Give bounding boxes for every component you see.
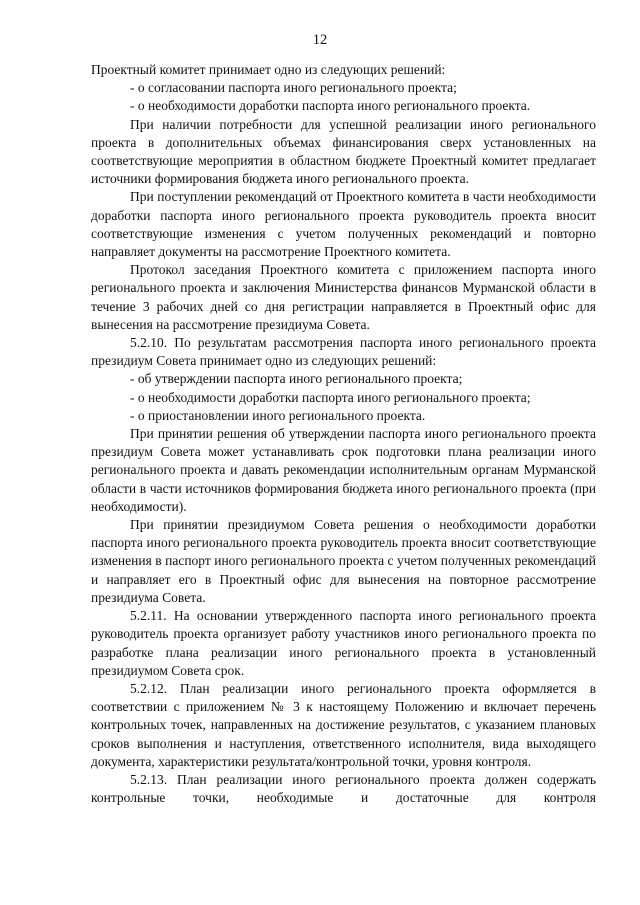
list-item-approval: - о согласовании паспорта иного регионального проекта; (130, 80, 457, 96)
paragraph-5-2-10: 5.2.10. По результатам рассмотрения паспорта иного регионального проекта президиум Совета принимает одно из следующих решений: (91, 335, 596, 369)
list-item-approve-passport: - об утверждении паспорта иного регионального проекта; (130, 371, 463, 387)
paragraph-revision-decision: При принятии президиумом Совета решения о необходимости доработки паспорта иного регионального проекта руководитель проекта вносит соответствующие изменения в паспорт иного регионального проекта с учетом полученных рекомендаций и направляет его в Проектный офис для вынесения на повторное рассмотрение президиума Совета. (91, 517, 596, 605)
page-number: 12 (312, 32, 328, 48)
paragraph-5-2-12: 5.2.12. План реализации иного регионального проекта оформляется в соответствии с приложением № 3 к настоящему Положению и включает перечень контрольных точек, направленных на достижение результатов, с указанием плановых сроков выполнения и наступления, ответственного исполнителя, вида выходящего документа, характеристики результата/контрольной точки, уровня контроля. (91, 680, 596, 769)
paragraph-recommendations: При поступлении рекомендаций от Проектного комитета в части необходимости доработки паспорта иного регионального проекта руководитель проекта вносит соответствующие изменения с учетом полученных рекомендаций и повторно направляет документы на рассмотрение Проектного комитета. (91, 189, 596, 260)
list-item-suspend-project: - о приостановлении иного регионального проекта. (130, 407, 426, 423)
paragraph-approval-decision: При принятии решения об утверждении паспорта иного регионального проекта президиум Совета может устанавливать срок подготовки плана реализации иного регионального проекта и давать рекомендации исполнительным органам Мурманской области в части источников формирования бюджета иного регионального проекта (при необходимости). (91, 426, 596, 514)
paragraph-decision-intro: Проектный комитет принимает одно из следующих решений: (91, 62, 446, 77)
paragraph-5-2-13: 5.2.13. План реализации иного регионального проекта должен содержать контрольные точки, необходимые и достаточные для контроля (91, 771, 596, 806)
document-body (91, 61, 596, 807)
paragraph-protocol: Протокол заседания Проектного комитета с приложением паспорта иного регионального проекта и заключения Министерства финансов Мурманской области в течение 3 рабочих дней со дня регистрации направляется в Проектный офис для вынесения на рассмотрение президиума Совета. (91, 262, 596, 332)
list-item-revise-passport: - о необходимости доработки паспорта иного регионального проекта; (130, 389, 531, 405)
paragraph-5-2-11: 5.2.11. На основании утвержденного паспорта иного регионального проекта руководитель проекта организует работу участников иного регионального проекта по разработке плана реализации иного регионального проекта в установленный президиумом Совета срок. (91, 608, 596, 678)
paragraph-funding: При наличии потребности для успешной реализации иного регионального проекта в дополнительных объемах финансирования сверх установленных на соответствующие мероприятия в областном бюджете Проектный комитет предлагает источники формирования бюджета иного регионального проекта. (91, 116, 596, 187)
list-item-revision: - о необходимости доработки паспорта иного регионального проекта. (130, 98, 531, 114)
